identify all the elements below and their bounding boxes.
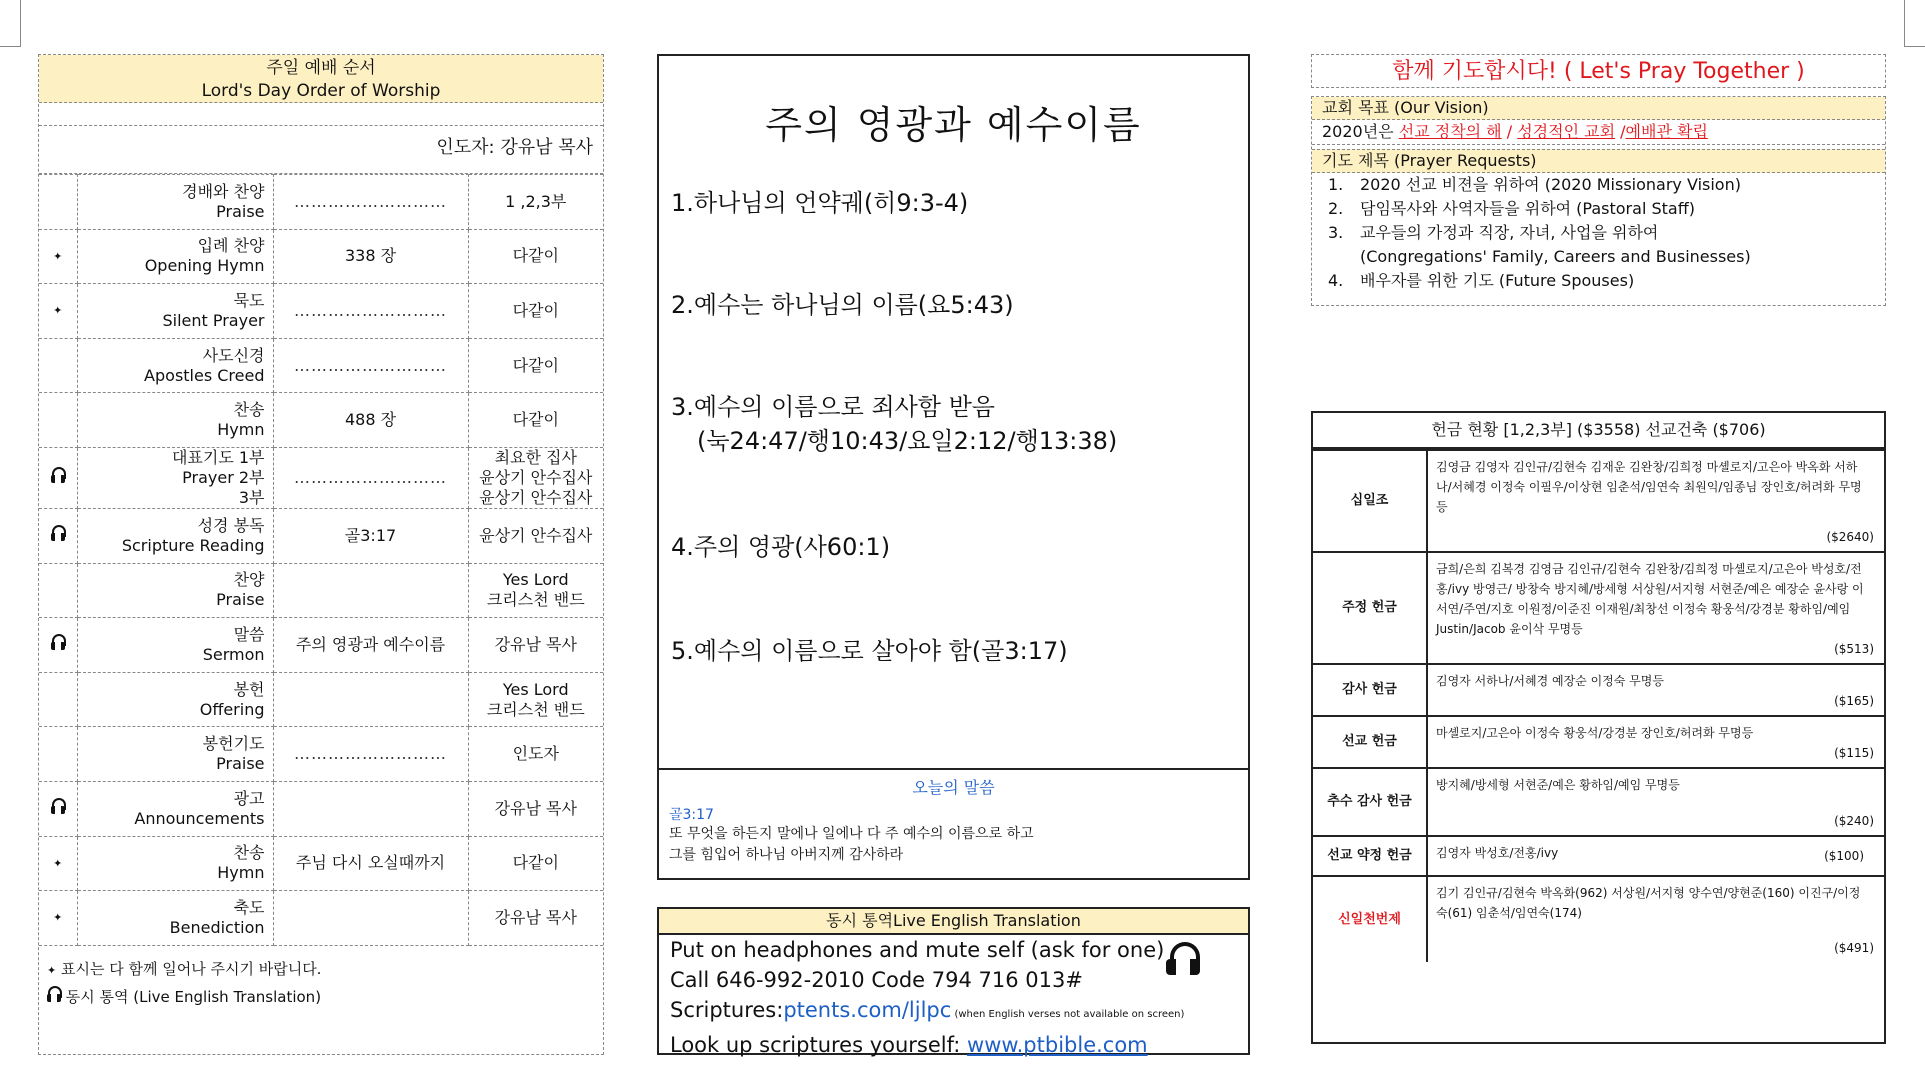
headphones-icon xyxy=(1166,942,1200,976)
request-number: 4. xyxy=(1328,271,1344,290)
translation-line-1: Put on headphones and mute self (ask for one) xyxy=(670,938,1165,962)
item-name-cell xyxy=(77,284,273,339)
vision-year: 2020년은 xyxy=(1322,122,1394,141)
item-name-en: Announcements xyxy=(134,808,265,828)
item-mid-cell: 488 장 xyxy=(273,393,468,448)
item-name-ko: 대표기도 1부 xyxy=(171,447,265,467)
item-name-ko: 봉헌기도 xyxy=(202,734,265,754)
item-who: 최요한 집사 xyxy=(494,447,577,467)
stand-icon: ✦ xyxy=(53,856,63,870)
worship-leader: 인도자: 강유남 목사 xyxy=(39,126,603,174)
item-name-en: Praise xyxy=(216,201,265,221)
worship-row xyxy=(39,338,603,393)
headphones-icon xyxy=(51,634,65,650)
item-name-cell xyxy=(77,563,273,618)
scriptures-link[interactable]: ptents.com/ljlpc xyxy=(783,998,952,1022)
item-name-ko: 찬양 xyxy=(233,570,265,590)
item-mid-cell: ……………………… xyxy=(273,284,468,339)
worship-row xyxy=(39,284,603,339)
item-who-2: 크리스천 밴드 xyxy=(486,590,585,610)
item-who-2: 크리스천 밴드 xyxy=(486,699,585,719)
item-icon-cell xyxy=(39,781,77,836)
item-icon-cell xyxy=(39,563,77,618)
sermon-point-1: 1.하나님의 언약궤(히9:3-4) xyxy=(671,189,969,217)
offering-amount: ($513) xyxy=(1834,642,1874,656)
item-mid-cell: ……………………… xyxy=(273,175,468,230)
verse-line-2: 그를 힘입어 하나님 아버지께 감사하라 xyxy=(669,847,904,863)
stand-icon: ✦ xyxy=(53,249,63,263)
sermon-point-4: 4.주의 영광(사60:1) xyxy=(671,533,891,561)
offering-amount: ($491) xyxy=(1834,941,1874,955)
item-mid-cell: ……………………… xyxy=(273,338,468,393)
worship-row xyxy=(39,781,603,836)
vision-prayer-panel xyxy=(1311,96,1886,306)
prayer-request xyxy=(1312,221,1885,245)
item-icon-cell xyxy=(39,447,77,508)
offering-category: 선교 약정 헌금 xyxy=(1313,836,1427,876)
offering-row xyxy=(1313,836,1884,876)
lookup-label: Look up scriptures yourself: xyxy=(670,1033,968,1057)
offering-row xyxy=(1313,450,1884,552)
item-name-cell xyxy=(77,393,273,448)
item-icon-cell xyxy=(39,508,77,563)
item-icon-cell xyxy=(39,672,77,727)
worship-row xyxy=(39,508,603,563)
offering-category: 신일천번제 xyxy=(1313,876,1427,962)
item-name-cell xyxy=(77,618,273,673)
headphones-icon xyxy=(51,467,65,483)
offering-row xyxy=(1313,552,1884,664)
item-mid-cell xyxy=(273,891,468,946)
sermon-point-2: 2.예수는 하나님의 이름(요5:43) xyxy=(671,291,1014,319)
prayer-request xyxy=(1312,245,1885,269)
item-who-cell xyxy=(468,229,603,284)
request-number: 1. xyxy=(1328,175,1344,194)
item-mid-cell: ……………………… xyxy=(273,447,468,508)
item-name-en: Silent Prayer xyxy=(162,310,265,330)
item-who-cell xyxy=(468,618,603,673)
item-mid-cell: ……………………… xyxy=(273,727,468,782)
item-who-cell xyxy=(468,508,603,563)
item-icon-cell xyxy=(39,175,77,230)
item-icon-cell xyxy=(39,229,77,284)
ptbible-link[interactable]: www.ptbible.com xyxy=(967,1033,1148,1057)
request-number: 3. xyxy=(1328,223,1344,242)
item-who-cell xyxy=(468,338,603,393)
item-name-cell xyxy=(77,727,273,782)
item-who: 다같이 xyxy=(512,853,559,873)
offering-amount: ($100) xyxy=(1824,849,1864,863)
item-who-cell xyxy=(468,836,603,891)
sermon-point-5: 5.예수의 이름으로 살아야 함(골3:17) xyxy=(671,637,1068,665)
item-name-cell xyxy=(77,781,273,836)
headphones-icon xyxy=(51,525,65,541)
verse-title: 오늘의 말씀 xyxy=(912,778,995,797)
item-name-cell xyxy=(77,672,273,727)
item-name-cell xyxy=(77,447,273,508)
offering-amount: ($165) xyxy=(1834,694,1874,708)
stand-icon: ✦ xyxy=(47,963,57,977)
item-name-en: Sermon xyxy=(202,644,265,664)
item-name-en: Hymn xyxy=(217,863,265,883)
item-who: Yes Lord xyxy=(502,570,569,590)
page-corner-mark-right xyxy=(1904,0,1925,47)
translation-line-4 xyxy=(659,1030,1248,1060)
page-corner-mark xyxy=(0,0,21,47)
worship-row xyxy=(39,393,603,448)
worship-row xyxy=(39,672,603,727)
worship-row xyxy=(39,175,603,230)
worship-table xyxy=(39,174,603,946)
item-name-ko: 광고 xyxy=(233,788,265,808)
offering-names-cell xyxy=(1427,876,1884,962)
offering-names: 금희/은희 김복경 김영금 김인규/김현숙 김완창/김희정 마셸로지/고은아 박성호/전홍/ivy 방영근/ 방창숙 방지혜/방세형 서상원/서지형 서현준/예은 예장순 윤사랑 이서연/주연/지호 이원정/이준진 이재원/최창선 이정숙 황웅석/강경분 황하임/예임 Justin/Jacob 윤이삭 무명등 xyxy=(1436,562,1864,636)
translation-title: 동시 통역Live English Translation xyxy=(659,909,1248,935)
request-text: 담임목사와 사역자들을 위하여 (Pastoral Staff) xyxy=(1360,199,1695,218)
item-who-cell xyxy=(468,672,603,727)
item-mid-cell: 골3:17 xyxy=(273,508,468,563)
item-name-en: Hymn xyxy=(217,420,265,440)
prayer-request xyxy=(1312,173,1885,197)
item-who: 인도자 xyxy=(512,744,559,764)
item-icon-cell xyxy=(39,338,77,393)
item-who: 강유남 목사 xyxy=(494,634,577,654)
offering-table xyxy=(1313,449,1884,962)
item-icon-cell xyxy=(39,393,77,448)
offering-names: 마셸로지/고은아 이정숙 황웅석/강경분 장인호/허려화 무명등 xyxy=(1436,726,1754,740)
offering-header: 헌금 현황 [1,2,3부] ($3558) 선교건축 ($706) xyxy=(1313,413,1884,449)
item-name-ko: 입례 찬양 xyxy=(197,236,265,256)
request-number: 2. xyxy=(1328,199,1344,218)
offering-amount: ($2640) xyxy=(1826,530,1874,544)
worship-row xyxy=(39,836,603,891)
sermon-point-3-refs: (눅24:47/행10:43/요일2:12/행13:38) xyxy=(697,427,1118,455)
item-name-ko: 사도신경 xyxy=(202,345,265,365)
item-icon-cell xyxy=(39,836,77,891)
verse-ref: 골3:17 xyxy=(669,807,714,823)
sermon-panel xyxy=(657,54,1250,880)
item-name-cell xyxy=(77,836,273,891)
request-text: 배우자를 위한 기도 (Future Spouses) xyxy=(1360,271,1635,290)
offering-amount: ($240) xyxy=(1834,814,1874,828)
offering-names-cell xyxy=(1427,716,1884,768)
offering-category: 십일조 xyxy=(1313,450,1427,552)
worship-row xyxy=(39,618,603,673)
prayer-requests-list xyxy=(1312,173,1885,293)
item-name-cell xyxy=(77,175,273,230)
offering-names-cell xyxy=(1427,664,1884,716)
offering-category: 주정 헌금 xyxy=(1313,552,1427,664)
worship-header xyxy=(39,55,603,103)
requests-label: 기도 제목 (Prayer Requests) xyxy=(1312,149,1885,173)
item-name-ko: 찬송 xyxy=(233,843,265,863)
worship-spacer xyxy=(39,103,603,126)
item-icon-cell xyxy=(39,284,77,339)
item-name-cell xyxy=(77,508,273,563)
item-name-en: Praise xyxy=(216,754,265,774)
stand-icon: ✦ xyxy=(53,304,63,318)
item-name-en: Apostles Creed xyxy=(144,365,265,385)
item-icon-cell xyxy=(39,727,77,782)
offering-row xyxy=(1313,664,1884,716)
offering-names: 방지혜/방세형 서현준/예은 황하임/예임 무명등 xyxy=(1436,778,1680,792)
item-name-ko: 축도 xyxy=(233,897,265,917)
item-who-cell xyxy=(468,284,603,339)
offering-names: 김영금 김영자 김인규/김현숙 김재운 김완창/김희정 마셸로지/고은아 박옥화 서하나/서혜경 이정숙 이필우/이상현 임춘석/임연숙 최원익/임종님 장인호/허려화 무명등 xyxy=(1436,460,1862,514)
vision-goal-3: 예배관 확립 xyxy=(1625,122,1708,141)
item-name-ko: 묵도 xyxy=(233,290,265,310)
item-mid-cell: 338 장 xyxy=(273,229,468,284)
item-mid-cell: 주의 영광과 예수이름 xyxy=(273,618,468,673)
item-mid-cell: 주님 다시 오실때까지 xyxy=(273,836,468,891)
vision-sep-1: / xyxy=(1501,122,1518,141)
item-who: 다같이 xyxy=(512,246,559,266)
vision-sep-2: / xyxy=(1615,122,1626,141)
item-who: Yes Lord xyxy=(502,679,569,699)
vision-line xyxy=(1312,120,1885,145)
offering-amount: ($115) xyxy=(1834,746,1874,760)
request-text: (Congregations' Family, Careers and Businesses) xyxy=(1360,247,1751,266)
item-who-cell xyxy=(468,393,603,448)
item-name-en: Prayer 2부 xyxy=(182,467,265,487)
translation-line-3 xyxy=(659,995,1248,1030)
item-icon-cell xyxy=(39,891,77,946)
item-mid-cell xyxy=(273,563,468,618)
item-who-3: 윤상기 안수집사 xyxy=(479,487,593,507)
request-text: 2020 선교 비젼을 위하여 (2020 Missionary Vision) xyxy=(1360,175,1741,194)
pray-together-title: 함께 기도합시다! ( Let's Pray Together ) xyxy=(1311,54,1886,88)
vision-label: 교회 목표 (Our Vision) xyxy=(1312,97,1885,120)
note-headphones xyxy=(47,984,595,1011)
item-name-en-2: 3부 xyxy=(238,487,265,507)
headphones-icon xyxy=(47,986,61,1002)
item-who-cell xyxy=(468,727,603,782)
worship-title-en: Lord's Day Order of Worship xyxy=(201,81,441,101)
order-of-worship-panel xyxy=(38,54,604,1055)
item-name-ko: 성경 봉독 xyxy=(197,515,265,535)
offering-category: 추수 감사 헌금 xyxy=(1313,768,1427,836)
item-name-en: Scripture Reading xyxy=(121,535,265,555)
item-who-cell xyxy=(468,563,603,618)
offering-names-cell xyxy=(1427,552,1884,664)
offering-category: 선교 헌금 xyxy=(1313,716,1427,768)
worship-row xyxy=(39,229,603,284)
item-who: 1 ,2,3부 xyxy=(505,191,567,211)
item-name-ko: 말씀 xyxy=(233,624,265,644)
item-name-cell xyxy=(77,229,273,284)
offering-names-cell xyxy=(1427,768,1884,836)
item-name-en: Praise xyxy=(216,590,265,610)
item-who: 강유남 목사 xyxy=(494,798,577,818)
item-mid-cell xyxy=(273,672,468,727)
headphones-icon xyxy=(51,798,65,814)
sermon-title: 주의 영광과 예수이름 xyxy=(765,103,1142,147)
translation-line-2: Call 646-992-2010 Code 794 716 013# xyxy=(670,968,1083,992)
offering-names: 김기 김인규/김현숙 박옥화(962) 서상원/서지형 양수연/양현준(160) 이진구/이정숙(61) 임춘석/임연숙(174) xyxy=(1436,886,1861,920)
item-who-cell xyxy=(468,891,603,946)
item-mid-cell xyxy=(273,781,468,836)
offering-names: 김영자 서하나/서혜경 예장순 이정숙 무명등 xyxy=(1436,674,1664,688)
offering-names-cell xyxy=(1427,836,1884,876)
todays-verse xyxy=(659,768,1248,878)
note-stand-text: 표시는 다 함께 일어나 주시기 바랍니다. xyxy=(61,959,322,978)
offering-row xyxy=(1313,876,1884,962)
offering-panel xyxy=(1311,411,1886,1044)
scriptures-label: Scriptures: xyxy=(670,998,784,1022)
item-name-cell xyxy=(77,891,273,946)
item-name-en: Offering xyxy=(199,699,265,719)
vision-goal-2: 성경적인 교회 xyxy=(1517,122,1616,141)
prayer-request xyxy=(1312,269,1885,293)
translation-panel xyxy=(657,907,1250,1055)
item-name-en: Opening Hymn xyxy=(144,256,265,276)
item-who-cell xyxy=(468,447,603,508)
item-who-2: 윤상기 안수집사 xyxy=(479,467,593,487)
worship-row xyxy=(39,563,603,618)
item-who: 강유남 목사 xyxy=(494,907,577,927)
item-who: 다같이 xyxy=(512,300,559,320)
note-hp-text: 동시 통역 (Live English Translation) xyxy=(65,987,322,1006)
stand-icon: ✦ xyxy=(53,911,63,925)
item-name-ko: 봉헌 xyxy=(233,679,265,699)
verse-line-1: 또 무엇을 하든지 말에나 일에나 다 주 예수의 이름으로 하고 xyxy=(669,826,1034,842)
offering-names-cell xyxy=(1427,450,1884,552)
offering-row xyxy=(1313,716,1884,768)
vision-goal-1: 선교 정착의 해 xyxy=(1398,122,1502,141)
request-text: 교우들의 가정과 직장, 자녀, 사업을 위하여 xyxy=(1360,223,1659,242)
item-name-cell xyxy=(77,338,273,393)
item-who: 다같이 xyxy=(512,355,559,375)
worship-title-ko: 주일 예배 순서 xyxy=(266,58,376,78)
item-who-cell xyxy=(468,781,603,836)
item-name-ko: 경배와 찬양 xyxy=(182,181,265,201)
item-name-ko: 찬송 xyxy=(233,400,265,420)
offering-row xyxy=(1313,768,1884,836)
item-name-en: Benediction xyxy=(169,917,265,937)
worship-row xyxy=(39,447,603,508)
item-who: 윤상기 안수집사 xyxy=(479,525,593,545)
item-who: 다같이 xyxy=(512,410,559,430)
sermon-point-3: 3.예수의 이름으로 죄사함 받음 xyxy=(671,393,995,421)
prayer-request xyxy=(1312,197,1885,221)
worship-row xyxy=(39,891,603,946)
item-icon-cell xyxy=(39,618,77,673)
worship-notes xyxy=(39,946,603,1021)
note-stand xyxy=(47,956,595,984)
offering-category: 감사 헌금 xyxy=(1313,664,1427,716)
scriptures-note: (when English verses not available on screen) xyxy=(951,1009,1185,1020)
item-who-cell xyxy=(468,175,603,230)
offering-names: 김영자 박성호/전홍/ivy xyxy=(1436,846,1559,860)
worship-row xyxy=(39,727,603,782)
